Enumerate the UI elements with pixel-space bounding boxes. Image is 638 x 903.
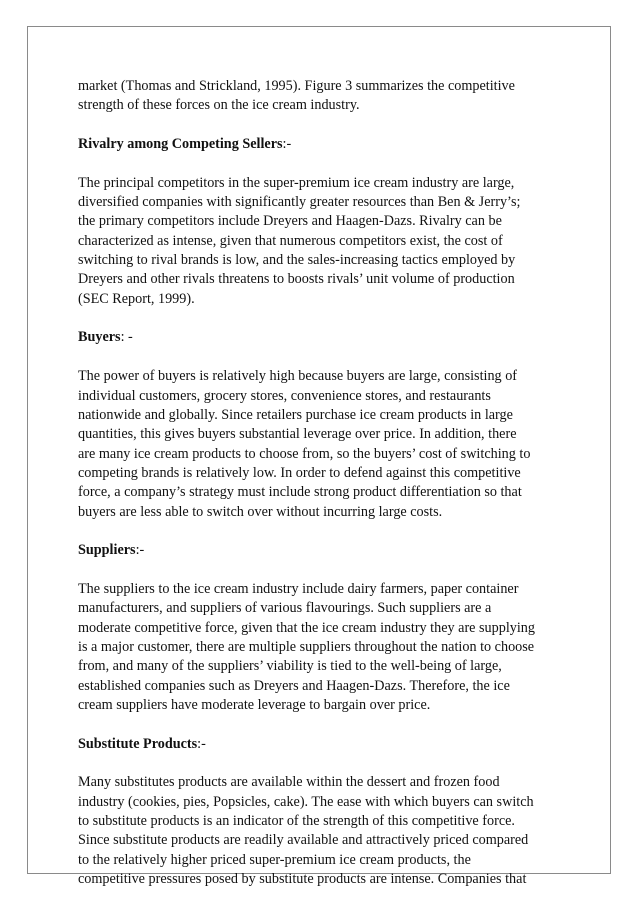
body-line: from, and many of the suppliers’ viability is tied to the well-being of large,	[78, 658, 502, 675]
body-line: the primary competitors include Dreyers and Haagen-Dazs. Rivalry can be	[78, 213, 502, 230]
body-line: is a major customer, there are multiple suppliers throughout the nation to choose	[78, 638, 535, 655]
section-heading-buyers	[78, 328, 564, 347]
body-line: established companies such as Dreyers and Haagen-Dazs. Therefore, the ice	[78, 677, 510, 694]
paragraph-gap	[78, 309, 564, 328]
paragraph-gap	[78, 116, 564, 135]
intro-line: market (Thomas and Strickland, 1995). Figure 3 summarizes the competitive	[78, 78, 515, 94]
body-line: Dreyers and other rivals threatens to boosts rivals’ unit volume of production	[78, 271, 515, 288]
body-line: (SEC Report, 1999).	[78, 290, 195, 307]
heading-text: Substitute Products	[78, 735, 198, 752]
body-line: Since substitute products are readily available and attractively priced compared	[78, 832, 529, 849]
body-line: competitive pressures posed by substitute products are intense. Companies that	[78, 871, 527, 888]
body-line: nationwide and globally. Since retailers purchase ice cream products in large	[78, 406, 513, 423]
heading-text: Rivalry among Competing Sellers	[78, 136, 283, 153]
heading-separator: : -	[120, 329, 133, 346]
body-line: competing brands is relatively low. In order to defend against this competitive	[78, 464, 521, 481]
body-line: to substitute products is an indicator of the strength of this competitive force.	[78, 813, 515, 830]
section-heading-suppliers	[78, 541, 564, 560]
body-line: The principal competitors in the super-premium ice cream industry are large,	[78, 174, 515, 191]
section-heading-rivalry	[78, 135, 564, 154]
body-line: industry (cookies, pies, Popsicles, cake). The ease with which buyers can switch	[78, 793, 534, 810]
heading-text: Suppliers	[78, 542, 136, 559]
heading-text: Buyers	[78, 329, 121, 346]
body-line: manufacturers, and suppliers of various flavourings. Such suppliers are a	[78, 600, 492, 617]
document-body	[78, 77, 564, 889]
body-line: Many substitutes products are available within the dessert and frozen food	[78, 774, 500, 791]
body-line: moderate competitive force, given that the ice cream industry they are supplying	[78, 619, 535, 636]
body-line: to the relatively higher priced super-premium ice cream products, the	[78, 851, 471, 868]
heading-separator: :-	[197, 735, 206, 752]
paragraph-gap	[78, 154, 564, 173]
body-line: characterized as intense, given that numerous competitors exist, the cost of	[78, 232, 503, 249]
body-line: cream suppliers have moderate leverage to bargain over price.	[78, 697, 431, 713]
section-heading-substitutes	[78, 735, 564, 754]
heading-separator: :-	[135, 542, 145, 559]
paragraph-gap	[78, 348, 564, 367]
body-line: are many ice cream products to choose from, so the buyers’ cost of switching to	[78, 445, 531, 462]
paragraph-gap	[78, 754, 564, 773]
body-line: force, a company’s strategy must include strong product differentiation so that	[78, 484, 522, 501]
paragraph-gap	[78, 715, 564, 734]
body-line: The power of buyers is relatively high because buyers are large, consisting of	[78, 368, 518, 385]
body-line: switching to rival brands is low, and the sales-increasing tactics employed by	[78, 252, 516, 269]
body-line: The suppliers to the ice cream industry include dairy farmers, paper container	[78, 580, 519, 597]
paragraph-gap	[78, 561, 564, 580]
body-line: diversified companies with significantly greater resources than Ben & Jerry’s;	[78, 194, 521, 211]
body-line: buyers are less able to switch over without incurring large costs.	[78, 503, 443, 520]
body-line: individual customers, grocery stores, convenience stores, and restaurants	[78, 387, 491, 404]
heading-separator: :-	[282, 136, 292, 153]
intro-line: strength of these forces on the ice cream industry.	[78, 97, 360, 114]
body-line: quantities, this gives buyers substantial leverage over price. In addition, there	[78, 426, 517, 443]
paragraph-gap	[78, 522, 564, 541]
